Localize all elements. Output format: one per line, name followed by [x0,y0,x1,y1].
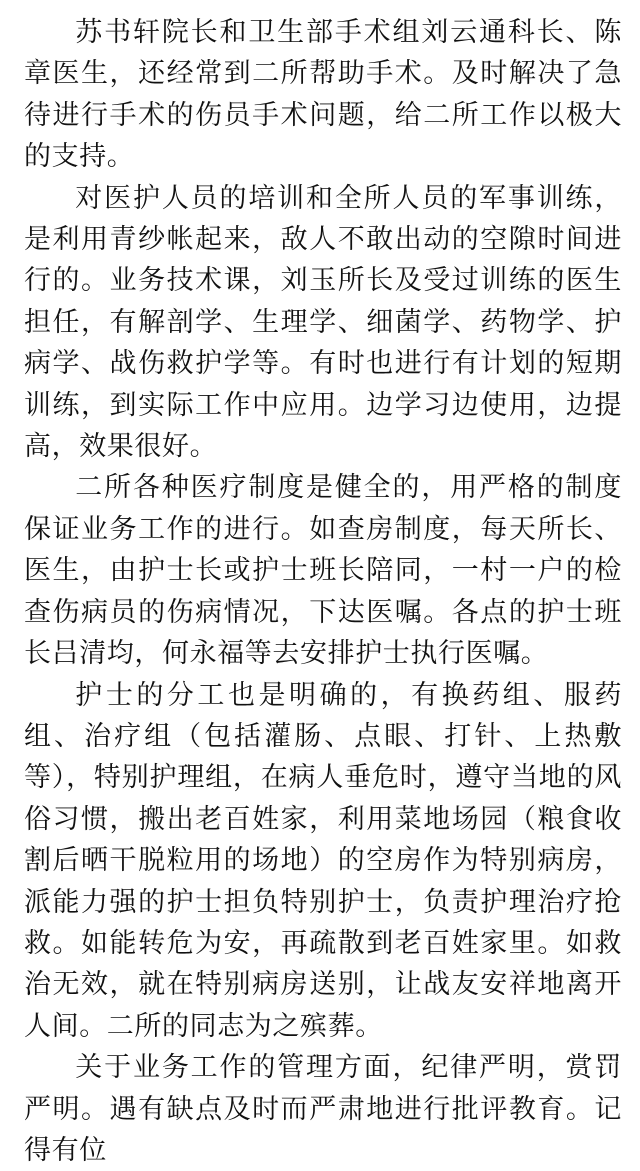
paragraph-3: 二所各种医疗制度是健全的，用严格的制度保证业务工作的进行。如查房制度，每天所长、医生，由护士长或护士班长陪同，一村一户的检查伤病员的伤病情况，下达医嘱。各点的护士班长吕清均，何永福等去安排护士执行医嘱。 [24,472,622,670]
paragraph-1: 苏书轩院长和卫生部手术组刘云通科长、陈章医生，还经常到二所帮助手术。及时解决了急待进行手术的伤员手术问题，给二所工作以极大的支持。 [24,17,622,173]
paragraph-5: 关于业务工作的管理方面，纪律严明，赏罚严明。遇有缺点及时而严肃地进行批评教育。记得有位 [24,1052,622,1166]
paragraph-4: 护士的分工也是明确的，有换药组、服药组、治疗组（包括灌肠、点眼、打针、上热敷等），特别护理组，在病人垂危时，遵守当地的风俗习惯，搬出老百姓家，利用菜地场园（粮食收割后晒干脱粒用的场地）的空房作为特别病房，派能力强的护士担负特别护士，负责护理治疗抢救。如能转危为安，再疏散到老百姓家里。如救治无效，就在特别病房送别，让战友安祥地离开人间。二所的同志为之殡葬。 [24,679,622,1042]
paragraph-2: 对医护人员的培训和全所人员的军事训练，是利用青纱帐起来，敌人不敢出动的空隙时间进行的。业务技术课，刘玉所长及受过训练的医生担任，有解剖学、生理学、细菌学、药物学、护病学、战伤救护学等。有时也进行有计划的短期训练，到实际工作中应用。边学习边使用，边提高，效果很好。 [24,182,622,463]
